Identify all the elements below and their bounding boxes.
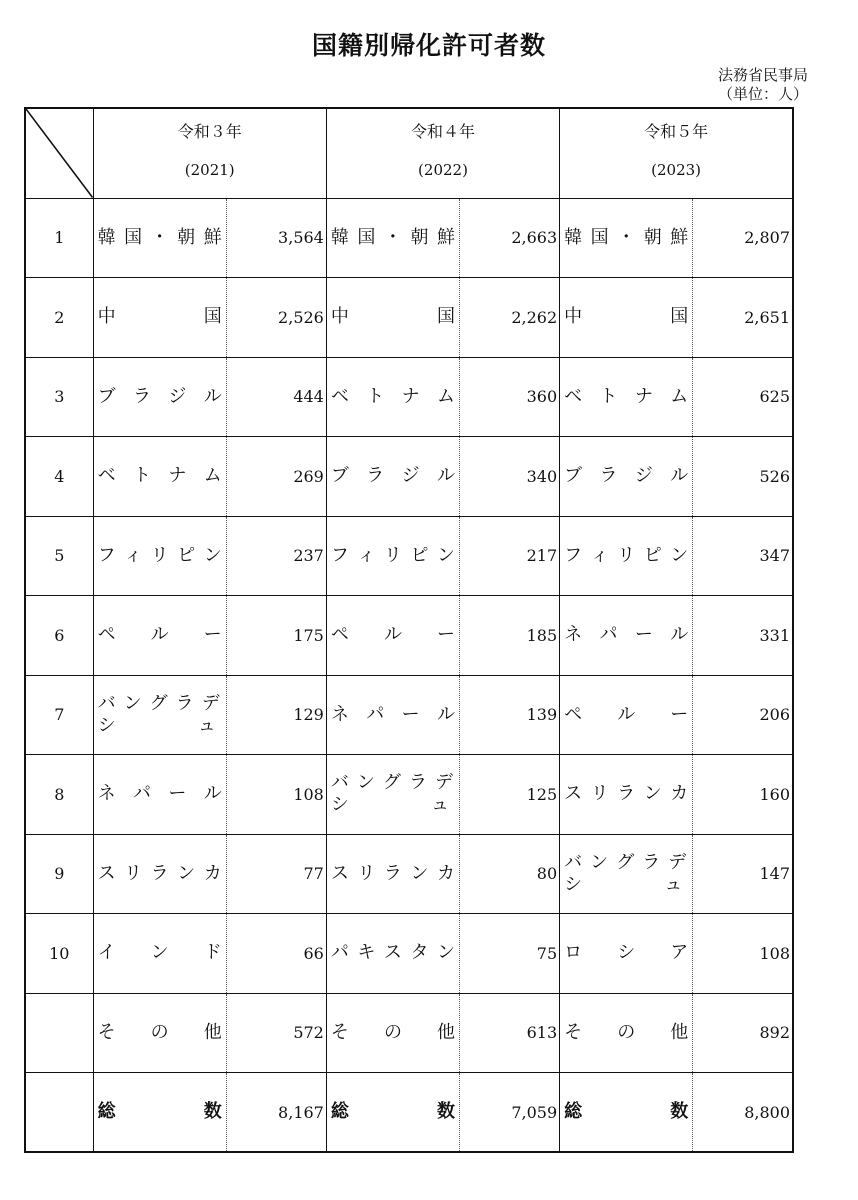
count-cell: 2,262 [460, 278, 560, 358]
country-name: ネ パ ー ル [564, 624, 689, 646]
era-label: 令和４年 [410, 122, 475, 142]
country-name: ス リ ラ ン カ [564, 783, 689, 805]
rank-cell: 1 [25, 198, 93, 278]
country-name: イ ン ド [97, 942, 222, 964]
count-cell: 217 [460, 516, 560, 596]
country-cell [93, 198, 226, 278]
country-name: ス リ ラ ン カ [97, 862, 222, 884]
naturalization-table [24, 107, 794, 1153]
rank-cell: 8 [25, 755, 93, 835]
country-cell [326, 993, 459, 1073]
country-name: ペ ル ー [330, 624, 456, 646]
total-count-cell: 8,800 [693, 1073, 793, 1153]
table-row [25, 675, 793, 755]
rank-cell: 2 [25, 278, 93, 358]
table-row [25, 596, 793, 676]
country-cell [560, 914, 693, 994]
table-row [25, 914, 793, 994]
count-cell: 347 [693, 516, 793, 596]
rank-cell: 3 [25, 357, 93, 437]
country-name: ベ ト ナ ム [97, 465, 222, 487]
country-cell [93, 278, 226, 358]
count-cell: 444 [226, 357, 326, 437]
country-cell [560, 437, 693, 517]
table-row [25, 278, 793, 358]
country-cell [326, 596, 459, 676]
country-cell [326, 516, 459, 596]
country-name: 韓 国 ・ 朝 鮮 [564, 226, 689, 248]
total-count-cell: 7,059 [460, 1073, 560, 1153]
country-name: ネ パ ー ル [330, 703, 455, 725]
table-row [25, 198, 793, 278]
country-cell [93, 834, 226, 914]
count-cell: 80 [460, 834, 560, 914]
count-cell: 66 [226, 914, 326, 994]
era-label: 令和３年 [177, 122, 242, 142]
table-row [25, 357, 793, 437]
count-cell: 185 [460, 596, 560, 676]
country-name: 中 国 [97, 306, 222, 328]
country-name: そ の 他 [564, 1021, 689, 1043]
country-name: 韓 国 ・ 朝 鮮 [330, 226, 455, 248]
table-row [25, 993, 793, 1073]
count-cell: 2,651 [693, 278, 793, 358]
country-name: バ ン グ ラ デ シ ュ [564, 851, 687, 895]
count-cell: 206 [693, 675, 793, 755]
country-cell [326, 278, 459, 358]
count-cell: 77 [226, 834, 326, 914]
country-name: ブ ラ ジ ル [564, 465, 689, 487]
country-cell [326, 834, 459, 914]
country-cell [560, 516, 693, 596]
rank-cell: 6 [25, 596, 93, 676]
table-row [25, 755, 793, 835]
country-cell [560, 993, 693, 1073]
table-row [25, 516, 793, 596]
count-cell: 125 [460, 755, 560, 835]
year-header-2023 [560, 108, 793, 198]
header-row [25, 108, 793, 198]
country-name: 総 数 [97, 1101, 222, 1122]
source-note [718, 66, 808, 104]
ad-label: (2021) [184, 161, 235, 180]
count-cell: 572 [226, 993, 326, 1073]
country-cell [93, 1073, 226, 1153]
count-cell: 269 [226, 437, 326, 517]
source-agency: 法務省民事局 [717, 66, 808, 84]
count-cell: 175 [226, 596, 326, 676]
country-name: 総 数 [330, 1101, 456, 1122]
rank-cell: 10 [25, 914, 93, 994]
rank-cell: 5 [25, 516, 93, 596]
count-cell: 2,526 [226, 278, 326, 358]
country-name: そ の 他 [97, 1021, 222, 1043]
country-name: フ ィ リ ピ ン [330, 544, 455, 566]
country-name: ベ ト ナ ム [330, 385, 455, 407]
count-cell: 3,564 [226, 198, 326, 278]
country-name: ペ ル ー [564, 703, 689, 725]
country-cell [560, 755, 693, 835]
country-cell [560, 357, 693, 437]
country-name: ロ シ ア [564, 942, 689, 964]
year-header-2022 [326, 108, 559, 198]
count-cell: 139 [460, 675, 560, 755]
rank-cell: 7 [25, 675, 93, 755]
country-name: フ ィ リ ピ ン [97, 544, 222, 566]
country-cell [560, 675, 693, 755]
total-count-cell: 8,167 [226, 1073, 326, 1153]
country-cell [326, 675, 459, 755]
country-cell [93, 516, 226, 596]
country-cell [560, 596, 693, 676]
diagonal-line [26, 109, 93, 198]
corner-diagonal-cell [25, 108, 93, 198]
country-cell [93, 914, 226, 994]
rank-cell [25, 993, 93, 1073]
country-name: 総 数 [564, 1101, 689, 1122]
country-cell [93, 755, 226, 835]
page-title: 国籍別帰化許可者数 [311, 31, 546, 60]
count-cell: 237 [226, 516, 326, 596]
country-name: ネ パ ー ル [97, 783, 222, 805]
country-cell [326, 755, 459, 835]
count-cell: 160 [693, 755, 793, 835]
country-name: ス リ ラ ン カ [330, 862, 455, 884]
rank-cell [25, 1073, 93, 1153]
country-name: ブ ラ ジ ル [97, 385, 222, 407]
country-cell [93, 993, 226, 1073]
count-cell: 108 [693, 914, 793, 994]
country-cell [93, 357, 226, 437]
country-cell [93, 675, 226, 755]
country-cell [93, 437, 226, 517]
rank-cell: 4 [25, 437, 93, 517]
country-name: バ ン グ ラ デ シ ュ [97, 692, 220, 736]
ad-label: (2023) [651, 161, 702, 180]
country-name: フ ィ リ ピ ン [564, 544, 689, 566]
country-name: ペ ル ー [97, 624, 222, 646]
ad-label: (2022) [418, 161, 468, 180]
count-cell: 108 [226, 755, 326, 835]
count-cell: 526 [693, 437, 793, 517]
country-name: そ の 他 [330, 1021, 456, 1043]
country-name: ベ ト ナ ム [564, 385, 689, 407]
country-cell [326, 198, 459, 278]
country-name: 中 国 [564, 306, 689, 328]
table-row [25, 834, 793, 914]
count-cell: 331 [693, 596, 793, 676]
country-cell [560, 198, 693, 278]
country-cell [93, 596, 226, 676]
country-name: 韓 国 ・ 朝 鮮 [97, 226, 222, 248]
count-cell: 892 [693, 993, 793, 1073]
rank-cell: 9 [25, 834, 93, 914]
unit-note: （単位：人） [717, 85, 808, 103]
country-name: ブ ラ ジ ル [330, 465, 455, 487]
country-cell [560, 1073, 693, 1153]
country-name: パ キ ス タ ン [330, 942, 455, 964]
country-cell [326, 914, 459, 994]
count-cell: 613 [460, 993, 560, 1073]
country-name: 中 国 [330, 306, 456, 328]
count-cell: 340 [460, 437, 560, 517]
country-name: バ ン グ ラ デ シ ュ [330, 772, 453, 816]
country-cell [560, 278, 693, 358]
table-body [25, 198, 793, 1152]
total-row [25, 1073, 793, 1153]
year-header-2021 [93, 108, 326, 198]
count-cell: 147 [693, 834, 793, 914]
table-row [25, 437, 793, 517]
count-cell: 2,807 [693, 198, 793, 278]
count-cell: 2,663 [460, 198, 560, 278]
count-cell: 75 [460, 914, 560, 994]
count-cell: 360 [460, 357, 560, 437]
country-cell [560, 834, 693, 914]
country-cell [326, 357, 459, 437]
count-cell: 129 [226, 675, 326, 755]
era-label: 令和５年 [644, 122, 709, 142]
country-cell [326, 1073, 459, 1153]
count-cell: 625 [693, 357, 793, 437]
country-cell [326, 437, 459, 517]
